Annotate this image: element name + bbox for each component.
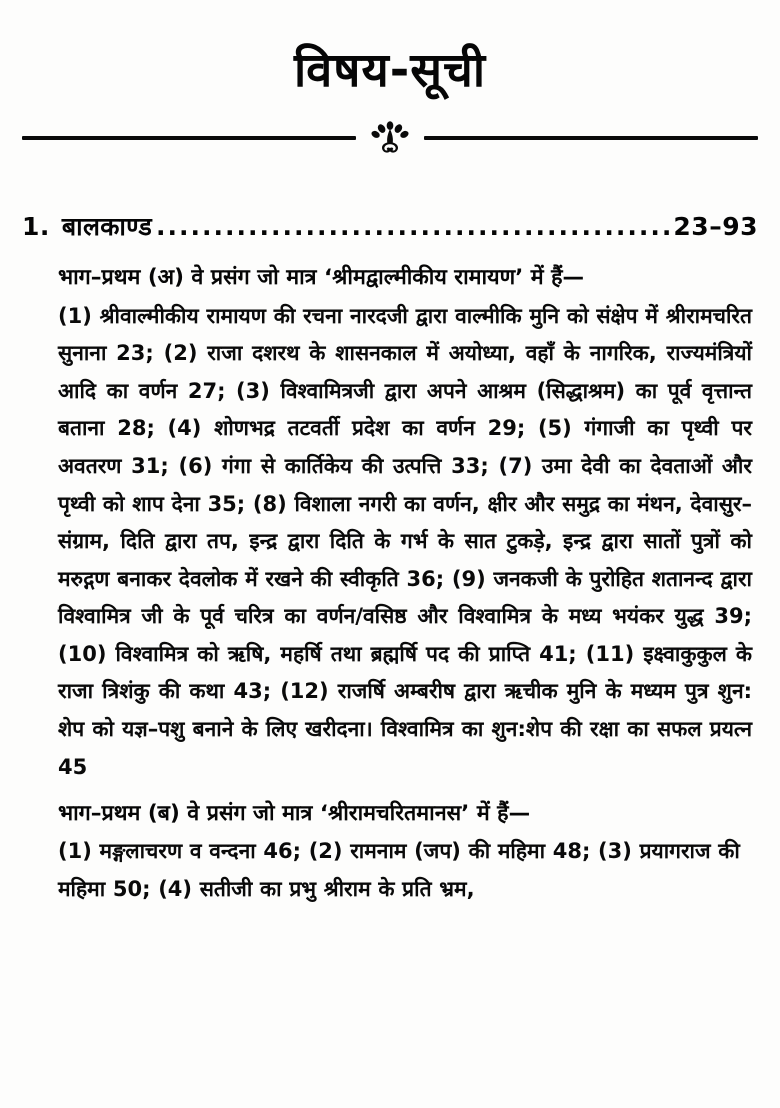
page-title: विषय-सूची [293, 43, 487, 98]
section-b-entries: (1) मङ्गलाचरण व वन्दना 46; (2) रामनाम (जप) की महिमा 48; (3) प्रयागराज की महिमा 50; (4) सतीजी का प्रभु श्रीराम के प्रति भ्रम, [58, 839, 740, 901]
divider-rule-right [424, 136, 758, 140]
section-heading-b: भाग–प्रथम (ब) वे प्रसंग जो मात्र ‘श्रीरामचरितमानस’ में हैं— [58, 801, 531, 827]
fleuron-ornament-icon [370, 121, 410, 155]
chapter-page-range: 23–93 [673, 212, 758, 242]
page-masthead [22, 0, 758, 98]
chapter-title: बालकाण्ड [61, 212, 153, 242]
dotted-leader [156, 214, 669, 239]
toc-body [22, 259, 758, 908]
divider-rule-left [22, 136, 356, 140]
section-a-entries: (1) श्रीवाल्मीकीय रामायण की रचना नारदजी द्वारा वाल्मीकि मुनि को संक्षेप में श्रीरामचरित सुनाना 23; (2) राजा दशरथ के शासनकाल में अयोध्या, वहाँ के नागरिक, राज्यमंत्रियों आदि का वर्णन 27; (3) विश्वामित्रजी द्वारा अपने आश्रम (सिद्धाश्रम) का पूर्व वृत्तान्त बताना 28; (4) शोणभद्र तटवर्ती प्रदेश का वर्णन 29; (5) गंगाजी का पृथ्वी पर अवतरण 31; (6) गंगा से कार्तिकेय की उत्पत्ति 33; (7) उमा देवी का देवताओं और पृथ्वी को शाप देना 35; (8) विशाला नगरी का वर्णन, क्षीर और समुद्र का मंथन, देवासुर–संग्राम, दिति द्वारा तप, इन्द्र द्वारा दिति के गर्भ के सात टुकड़े, इन्द्र द्वारा सातों पुत्रों को मरुद्गण बनाकर देवलोक में रखने की स्वीकृति 36; (9) जनकजी के पुरोहित शतानन्द द्वारा विश्वामित्र जी के पूर्व चरित्र का वर्णन/वसिष्ठ और विश्वामित्र के मध्य भयंकर युद्ध 39; (10) विश्वामित्र को ऋषि, महर्षि तथा ब्रह्मर्षि पद की प्राप्ति 41; (11) इक्ष्वाकुकुल के राजा त्रिशंकु की कथा 43; (12) राजर्षि अम्बरीष द्वारा ऋचीक मुनि के मध्यम पुत्र शुन: शेप को यज्ञ–पशु बनाने के लिए खरीदना। विश्वामित्र का शुन:शेप की रक्षा का सफल प्रयत्न 45 [58, 303, 752, 779]
chapter-entry-balkand[interactable] [22, 209, 758, 243]
section-heading-a: भाग–प्रथम (अ) वे प्रसंग जो मात्र ‘श्रीमद्वाल्मीकीय रामायण’ में हैं— [58, 265, 585, 291]
chapter-number: 1. [22, 212, 50, 242]
ornament-divider [22, 121, 758, 155]
